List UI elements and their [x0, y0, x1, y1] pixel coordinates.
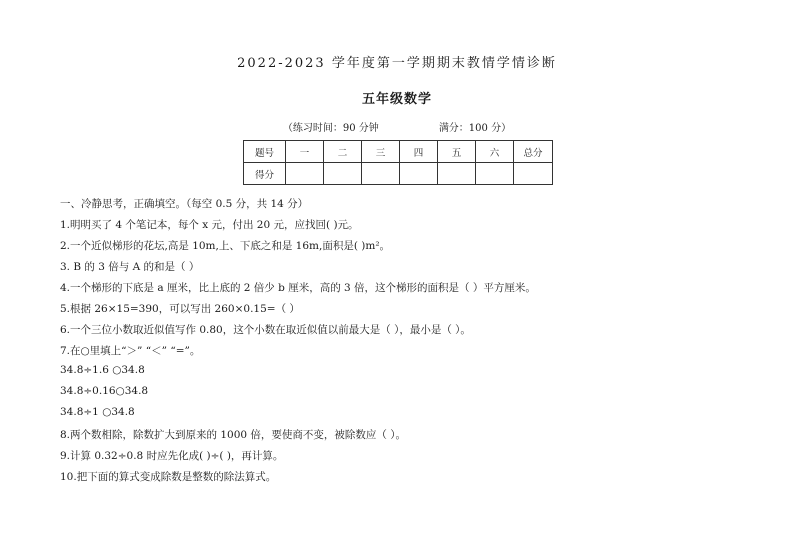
- question-line: 34.8÷0.16○34.8: [60, 385, 149, 397]
- header-cell: 六: [476, 141, 514, 163]
- header-cell: 四: [400, 141, 438, 163]
- score-cell[interactable]: [324, 163, 362, 185]
- question-line: 1.明明买了 4 个笔记本，每个 x 元，付出 20 元，应找回( )元。: [60, 219, 359, 231]
- question-line: 9.计算 0.32÷0.8 时应先化成( )÷( )，再计算。: [60, 450, 284, 462]
- header-cell: 三: [362, 141, 400, 163]
- question-line: 34.8÷1 ○34.8: [60, 406, 135, 418]
- score-cell[interactable]: [286, 163, 324, 185]
- score-cell[interactable]: [400, 163, 438, 185]
- question-line: 5.根据 26×15=390，可以写出 260×0.15=（ ）: [60, 303, 300, 315]
- score-cell[interactable]: [476, 163, 514, 185]
- exam-title: 2022-2023 学年度第一学期期末教情学情诊断: [237, 56, 557, 71]
- question-line: 34.8÷1.6 ○34.8: [60, 364, 145, 376]
- question-line: 6.一个三位小数取近似值写作 0.80，这个小数在取近似值以前最大是（ ），最小是（ ）。: [60, 324, 471, 336]
- score-cell[interactable]: [438, 163, 476, 185]
- section-heading: 一、冷静思考，正确填空。（每空 0.5 分，共 14 分）: [60, 198, 309, 210]
- exam-subtitle: 五年级数学: [361, 92, 432, 107]
- question-line: 4.一个梯形的下底是 a 厘米，比上底的 2 倍少 b 厘米，高的 3 倍，这个梯形的面积是（ ）平方厘米。: [60, 282, 536, 294]
- score-row-label: 得分: [244, 163, 286, 185]
- question-line: 8.两个数相除，除数扩大到原来的 1000 倍，要使商不变，被除数应（ ）。: [60, 429, 407, 441]
- header-cell: 五: [438, 141, 476, 163]
- header-cell: 一: [286, 141, 324, 163]
- exam-info: [0, 119, 794, 134]
- score-note: 满分：100 分）: [438, 123, 512, 134]
- score-cell[interactable]: [514, 163, 553, 185]
- question-line: 3. B 的 3 倍与 A 的和是（ ）: [60, 261, 200, 273]
- score-table: [243, 140, 553, 185]
- question-line: 7.在○里填上“＞” “＜” “=”。: [60, 345, 201, 357]
- time-note: （练习时间：90 分钟: [282, 123, 379, 134]
- score-table-score-row: [244, 163, 553, 185]
- header-cell: 二: [324, 141, 362, 163]
- question-line: 2.一个近似梯形的花坛,高是 10m,上、下底之和是 16m,面积是( )m²。: [60, 240, 391, 252]
- score-cell[interactable]: [362, 163, 400, 185]
- header-cell: 题号: [244, 141, 286, 163]
- score-table-header-row: [244, 141, 553, 163]
- question-line: 10.把下面的算式变成除数是整数的除法算式。: [60, 471, 277, 483]
- header-cell: 总分: [514, 141, 553, 163]
